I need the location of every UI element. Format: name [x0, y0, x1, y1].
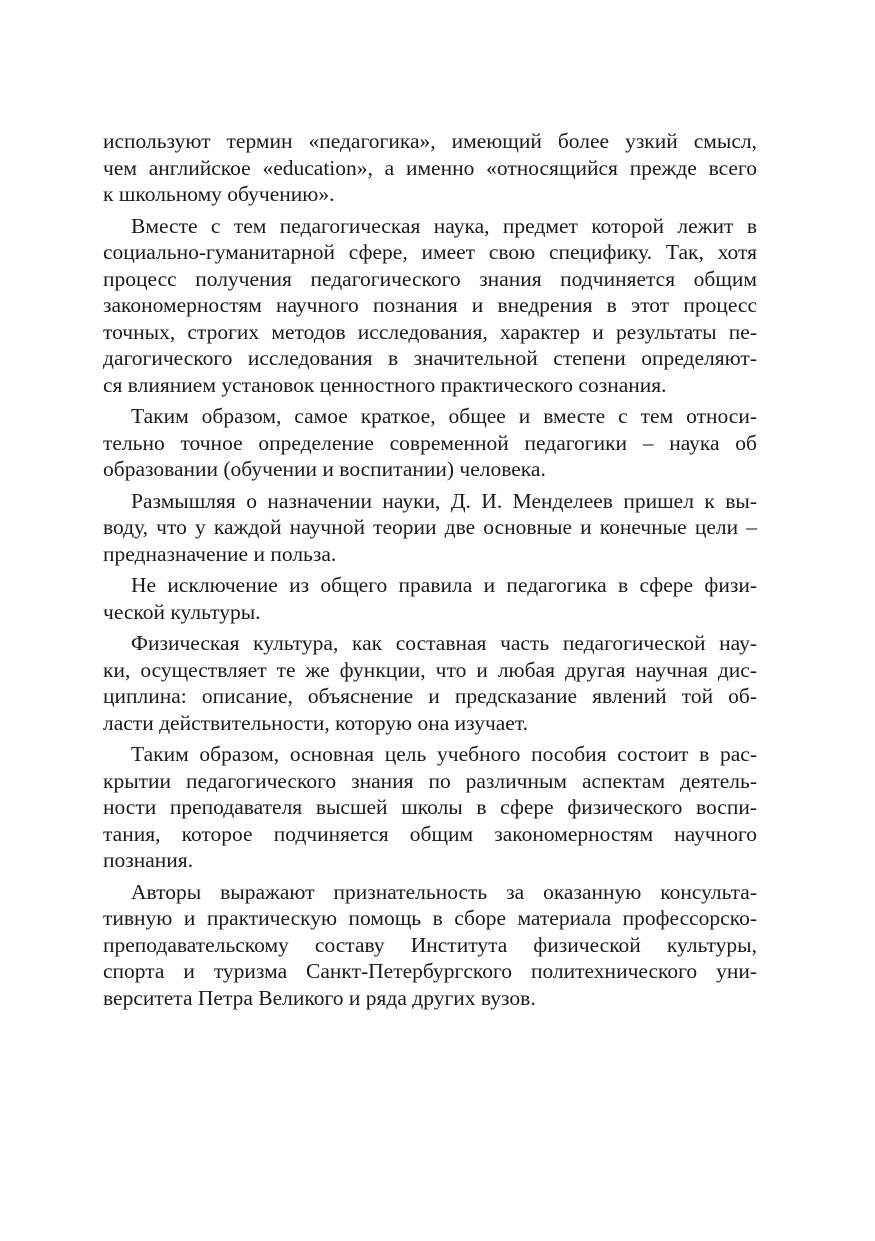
paragraph: [103, 213, 757, 399]
text-line: воду, что у каждой научной теории две основные и конечные цели –: [103, 515, 757, 539]
body-text: [103, 128, 757, 1016]
text-line: преподавательскому составу Института физической культуры,: [103, 932, 757, 957]
text-line: крытии педагогического знания по различным аспектам деятель-: [103, 768, 757, 793]
text-line: тивную и практическую помощь в сборе материала профессорско-: [103, 906, 757, 930]
paragraph: [103, 488, 757, 568]
paragraph: [103, 572, 757, 625]
text-line: закономерностям научного познания и внедрения в этот процесс: [103, 293, 757, 317]
text-line: ности преподавателя высшей школы в сфере физического воспи-: [103, 795, 757, 819]
text-line: циплина: описание, объяснение и предсказание явлений той об-: [103, 684, 757, 708]
paragraph: [103, 630, 757, 736]
text-line: предназначение и польза.: [103, 541, 337, 566]
text-line: к школьному обучению».: [103, 182, 335, 206]
text-line: процесс получения педагогического знания подчиняется общим: [103, 266, 757, 291]
text-line: Таким образом, самое краткое, общее и вместе с тем относи-: [131, 404, 757, 428]
text-line: Таким образом, основная цель учебного пособия состоит в рас-: [131, 742, 757, 766]
text-line: верситета Петра Великого и ряда других вузов.: [103, 985, 536, 1010]
text-line: тания, которое подчиняется общим закономерностям научного: [103, 821, 757, 846]
text-line: образовании (обучении и воспитании) человека.: [103, 457, 546, 481]
paragraph: [103, 128, 757, 208]
text-line: ся влиянием установок ценностного практического сознания.: [103, 372, 667, 397]
paragraph: [103, 403, 757, 483]
text-line: дагогического исследования в значительной степени определяют-: [103, 346, 757, 370]
text-line: Размышляя о назначении науки, Д. И. Менделеев пришел к вы-: [131, 488, 757, 513]
text-line: Вместе с тем педагогическая наука, предмет которой лежит в: [131, 213, 757, 238]
text-line: Авторы выражают признательность за оказанную консульта-: [131, 879, 757, 904]
text-line: используют термин «педагогика», имеющий более узкий смысл,: [103, 129, 757, 153]
paragraph: [103, 741, 757, 874]
text-line: точных, строгих методов исследования, характер и результаты пе-: [103, 319, 757, 344]
text-line: ласти действительности, которую она изучает.: [103, 710, 528, 735]
text-line: ки, осуществляет те же функции, что и любая другая научная дис-: [103, 657, 757, 682]
paragraph: [103, 879, 757, 1012]
text-line: социально-гуманитарной сфере, имеет свою специфику. Так, хотя: [103, 240, 757, 264]
text-line: познания.: [103, 848, 194, 872]
text-line: спорта и туризма Санкт-Петербургского политехнического уни-: [103, 959, 757, 983]
text-line: Физическая культура, как составная часть педагогической нау-: [131, 631, 757, 655]
text-line: чем английское «education», а именно «относящийся прежде всего: [103, 155, 757, 180]
text-line: Не исключение из общего правила и педагогика в сфере физи-: [131, 573, 757, 597]
text-line: ческой культуры.: [103, 599, 261, 624]
text-line: тельно точное определение современной педагогики – наука об: [103, 430, 757, 455]
